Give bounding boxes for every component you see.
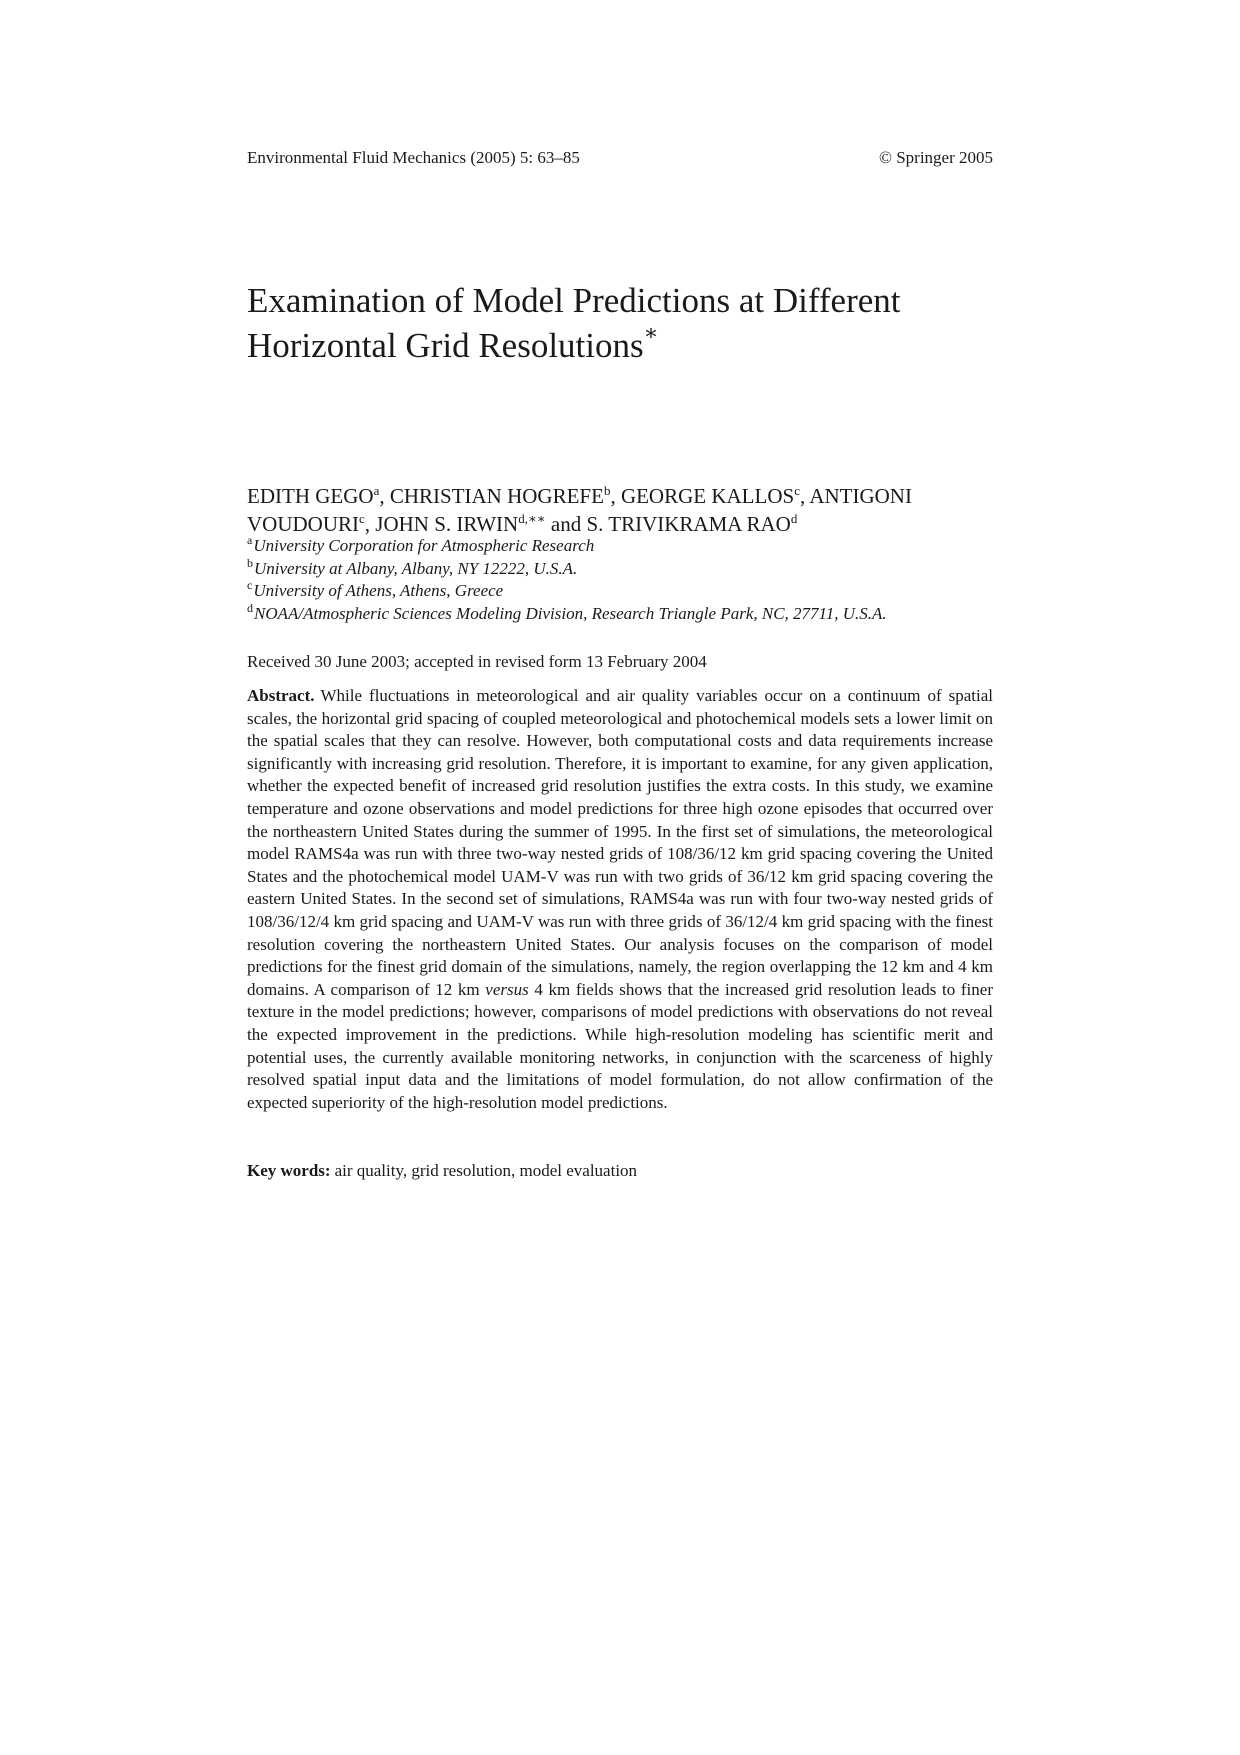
- keywords: [247, 1160, 993, 1182]
- received-dates: Received 30 June 2003; accepted in revised form 13 February 2004: [247, 652, 707, 671]
- author-affiliation-marker: c: [359, 511, 365, 526]
- title-footnote-marker: ∗: [643, 320, 659, 346]
- author-list: EDITH GEGO$^a$, CHRISTIAN HOGREFE$^b$, GEORGE KALLOS$^c$, ANTIGONI VOUDOURI$^c$, JOHN S. $IRWIN^{d,∗∗}$ and S. TRIVIKRAMA RAO$^d$: [247, 483, 912, 536]
- author-affiliation-marker: a: [373, 483, 380, 498]
- affiliation: $^c$University of Athens, Athens, Greece: [247, 578, 504, 600]
- author: CHRISTIAN HOGREFE: [389, 484, 604, 508]
- affiliation-list: [247, 535, 1007, 625]
- abstract: [247, 685, 993, 1114]
- affiliation: $^a$University Corporation for Atmospheric Research: [247, 533, 595, 555]
- author: EDITH GEGO: [247, 484, 374, 508]
- author: ANTIGONI VOUDOURI: [247, 484, 912, 536]
- keywords-text: air quality, grid resolution, model evaluation: [334, 1161, 638, 1180]
- title-line-1: Examination of Model Predictions at Different: [247, 281, 901, 320]
- abstract-text-continued: 4 km fields shows that the increased grid resolution leads to finer texture in the model predictions; however, comparisons of model predictions with observations do not reveal the expected improvement in the predictions. While high-resolution modeling has scientific merit and potential uses, the currently available monitoring networks, in conjunction with the scarceness of highly resolved spatial input data and the limitations of model formulation, do not allow confirmation of the expected superiority of the high-resolution model predictions.: [247, 979, 993, 1112]
- abstract-italic: versus: [485, 979, 529, 999]
- title-line-2: Horizontal Grid Resolutions: [247, 326, 644, 365]
- paper-title: [247, 278, 1007, 368]
- author: GEORGE KALLOS: [620, 484, 795, 508]
- author: JOHN S. IRWIN: [375, 512, 519, 536]
- affiliation: $^b$University at Albany, Albany, NY 12222, U.S.A.: [247, 555, 578, 578]
- journal-citation: Environmental Fluid Mechanics (2005) 5: 63–85: [247, 148, 580, 167]
- author-affiliation-marker: d,∗∗: [518, 511, 546, 526]
- keywords-label: Key words:: [247, 1161, 331, 1180]
- author-affiliation-marker: b: [603, 483, 611, 498]
- author-affiliation-marker: c: [794, 483, 800, 498]
- author: S. TRIVIKRAMA RAO: [586, 512, 791, 536]
- author-affiliation-marker: d: [790, 511, 798, 526]
- running-header: [247, 146, 993, 170]
- abstract-text: While fluctuations in meteorological and air quality variables occur on a continuum of spatial scales, the horizontal grid spacing of coupled meteorological and photochemical models sets a lower limit on the spatial scales that they can resolve. However, both computational costs and data requirements increase significantly with increasing grid resolution. Therefore, it is important to examine, for any given application, whether the expected benefit of increased grid resolution justifies the extra costs. In this study, we examine temperature and ozone observations and model predictions for three high ozone episodes that occurred over the northeastern United States during the summer of 1995. In the first set of simulations, the meteorological model RAMS4a was run with three two-way nested grids of 108/36/12 km grid spacing covering the United States and the photochemical model UAM-V was run with two grids of 36/12 km grid spacing covering the eastern United States. In the second set of simulations, RAMS4a was run with four two-way nested grids of 108/36/12/4 km grid spacing and UAM-V was run with three grids of 36/12/4 km grid spacing with the finest resolution covering the northeastern United States. Our analysis focuses on the comparison of model predictions for the finest grid domain of the simulations, namely, the region overlapping the 12 km and 4 km domains. A comparison of 12 km: [247, 686, 993, 999]
- copyright-notice: © Springer 2005: [879, 148, 993, 167]
- abstract-label: Abstract.: [247, 686, 315, 705]
- affiliation: $^d$NOAA/Atmospheric Sciences Modeling Division, Research Triangle Park, NC, 27711, U.S.A.: [247, 600, 887, 623]
